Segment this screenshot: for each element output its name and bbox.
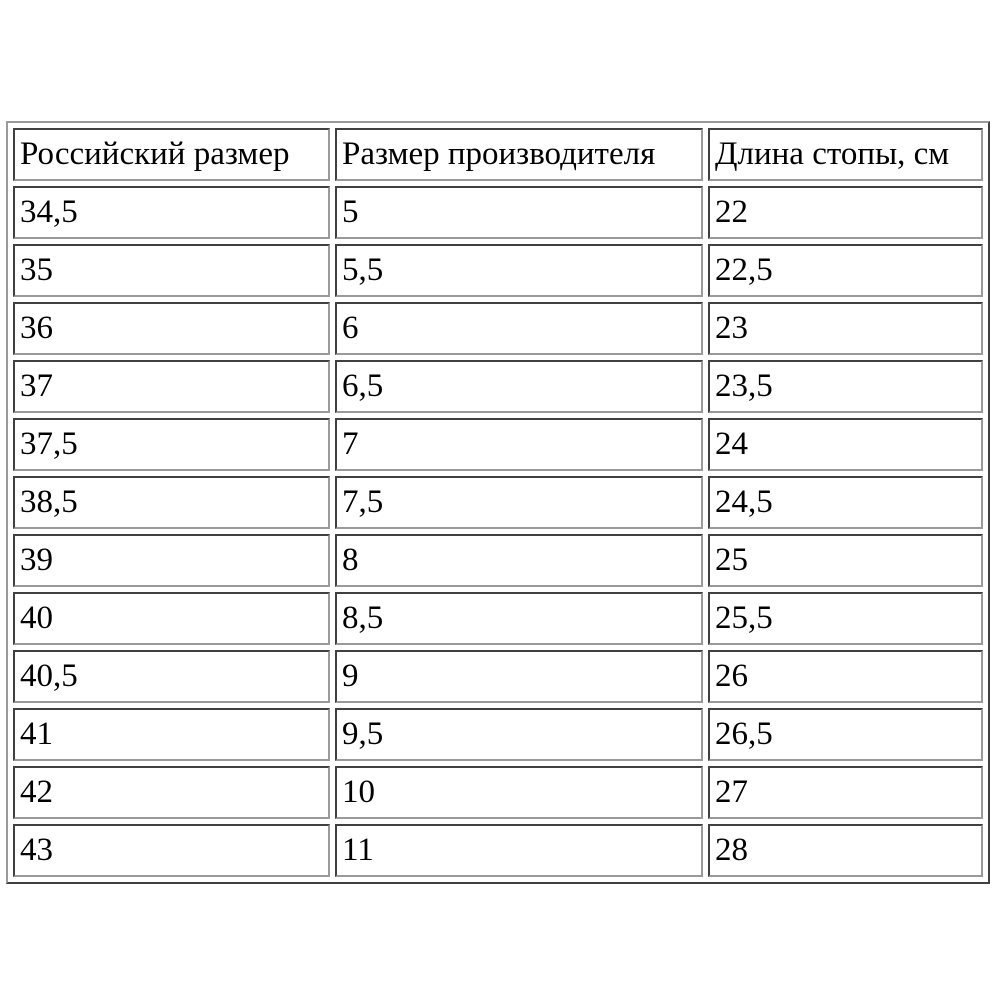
table-row [13, 418, 983, 471]
manufacturer-size-cell: 7,5 [335, 476, 703, 529]
table-row [13, 476, 983, 529]
foot-length-cell: 22,5 [708, 244, 983, 297]
table-row [13, 244, 983, 297]
russian-size-cell: 43 [13, 824, 330, 877]
manufacturer-size-cell: 10 [335, 766, 703, 819]
manufacturer-size-cell: 8 [335, 534, 703, 587]
foot-length-cell: 22 [708, 186, 983, 239]
russian-size-cell: 38,5 [13, 476, 330, 529]
manufacturer-size-cell: 5,5 [335, 244, 703, 297]
russian-size-cell: 42 [13, 766, 330, 819]
manufacturer-size-cell: 6 [335, 302, 703, 355]
foot-length-cell: 24,5 [708, 476, 983, 529]
foot-length-cell: 25 [708, 534, 983, 587]
foot-length-cell: 23,5 [708, 360, 983, 413]
foot-length-cell: 27 [708, 766, 983, 819]
foot-length-cell: 26 [708, 650, 983, 703]
manufacturer-size-cell: 5 [335, 186, 703, 239]
foot-length-cell: 23 [708, 302, 983, 355]
table-row [13, 708, 983, 761]
russian-size-cell: 40 [13, 592, 330, 645]
table-row [13, 650, 983, 703]
russian-size-cell: 34,5 [13, 186, 330, 239]
manufacturer-size-cell: 6,5 [335, 360, 703, 413]
russian-size-cell: 41 [13, 708, 330, 761]
foot-length-cell: 28 [708, 824, 983, 877]
header-manufacturer-size: Размер производителя [335, 128, 703, 181]
manufacturer-size-cell: 9 [335, 650, 703, 703]
manufacturer-size-cell: 7 [335, 418, 703, 471]
table-row [13, 592, 983, 645]
foot-length-cell: 26,5 [708, 708, 983, 761]
table-row [13, 360, 983, 413]
manufacturer-size-cell: 9,5 [335, 708, 703, 761]
russian-size-cell: 37,5 [13, 418, 330, 471]
size-table [8, 123, 988, 882]
table-row [13, 766, 983, 819]
russian-size-cell: 37 [13, 360, 330, 413]
header-russian-size: Российский размер [13, 128, 330, 181]
table-body [13, 186, 983, 877]
manufacturer-size-cell: 11 [335, 824, 703, 877]
russian-size-cell: 35 [13, 244, 330, 297]
russian-size-cell: 39 [13, 534, 330, 587]
table-row [13, 824, 983, 877]
header-foot-length: Длина стопы, см [708, 128, 983, 181]
russian-size-cell: 40,5 [13, 650, 330, 703]
table-row [13, 534, 983, 587]
table-row [13, 302, 983, 355]
manufacturer-size-cell: 8,5 [335, 592, 703, 645]
foot-length-cell: 25,5 [708, 592, 983, 645]
table-row [13, 186, 983, 239]
header-row [13, 128, 983, 181]
foot-length-cell: 24 [708, 418, 983, 471]
russian-size-cell: 36 [13, 302, 330, 355]
size-table-container [6, 121, 990, 884]
